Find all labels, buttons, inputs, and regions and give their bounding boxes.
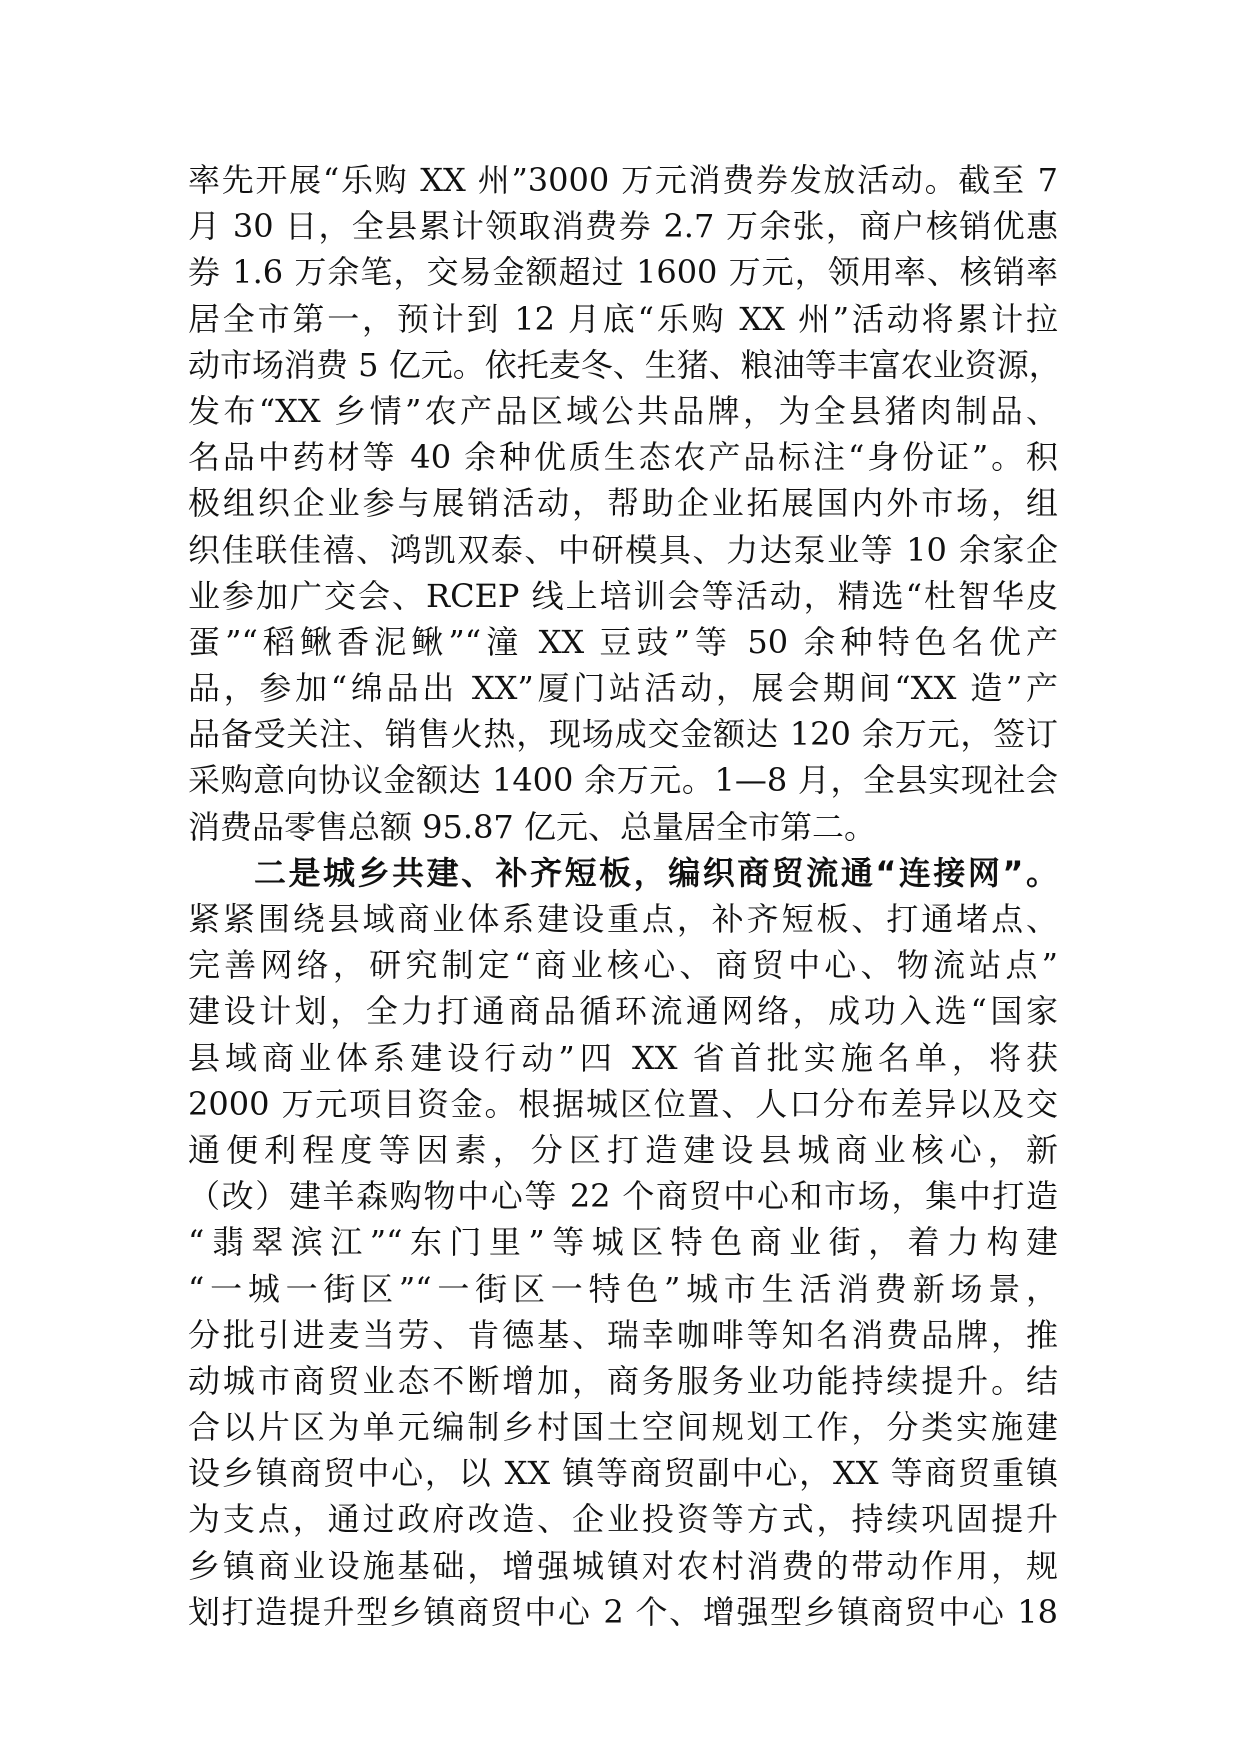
text-line: 乡镇商业设施基础，增强城镇对农村消费的带动作用，规 (188, 1546, 1058, 1585)
text-line: 动城市商贸业态不断增加，商务服务业功能持续提升。结 (188, 1361, 1058, 1400)
text-line: 采购意向协议金额达 1400 余万元。1—8 月，全县实现社会 (188, 761, 1058, 800)
document-body (188, 157, 1061, 1635)
text-line: 极组织企业参与展销活动，帮助企业拓展国内外市场，组 (188, 484, 1058, 523)
text-line: 发布“XX 乡情”农产品区域公共品牌，为全县猪肉制品、 (188, 391, 1058, 430)
text-line: 动市场消费 5 亿元。依托麦冬、生猪、粮油等丰富农业资源， (188, 345, 1061, 384)
text-line: 居全市第一，预计到 12 月底“乐购 XX 州”活动将累计拉 (188, 299, 1058, 338)
paragraph-1 (188, 157, 1061, 850)
text-line: 业参加广交会、RCEP 线上培训会等活动，精选“杜智华皮 (188, 576, 1058, 615)
section-heading: 二是城乡共建、补齐短板，编织商贸流通“连接网”。 (254, 853, 1058, 892)
text-line: 名品中药材等 40 余种优质生态农产品标注“身份证”。积 (188, 438, 1058, 477)
text-line: 为支点，通过政府改造、企业投资等方式，持续巩固提升 (188, 1500, 1058, 1539)
text-line: 合以片区为单元编制乡村国土空间规划工作，分类实施建 (188, 1408, 1058, 1447)
text-line: “一城一街区”“一街区一特色”城市生活消费新场景， (188, 1269, 1058, 1308)
text-line: 紧紧围绕县域商业体系建设重点，补齐短板、打通堵点、 (188, 900, 1058, 938)
text-line: 品，参加“绵品出 XX”厦门站活动，展会期间“XX 造”产 (188, 669, 1058, 708)
text-line: “翡翠滨江”“东门里”等城区特色商业街，着力构建 (188, 1223, 1058, 1262)
text-line: 蛋”“稻鳅香泥鳅”“潼 XX 豆豉”等 50 余种特色名优产 (188, 622, 1058, 661)
text-line: 消费品零售总额 95.87 亿元、总量居全市第二。 (188, 807, 876, 846)
text-line: 划打造提升型乡镇商贸中心 2 个、增强型乡镇商贸中心 18 (188, 1592, 1058, 1631)
text-line: 品备受关注、销售火热，现场成交金额达 120 余万元，签订 (188, 715, 1058, 754)
text-line: 设乡镇商贸中心，以 XX 镇等商贸副中心，XX 等商贸重镇 (188, 1454, 1058, 1493)
text-line: 县域商业体系建设行动”四 XX 省首批实施名单，将获 (188, 1038, 1058, 1077)
text-line: 建设计划，全力打通商品循环流通网络，成功入选“国家 (188, 992, 1058, 1031)
text-line: 分批引进麦当劳、肯德基、瑞幸咖啡等知名消费品牌，推 (188, 1315, 1058, 1354)
text-line: 2000 万元项目资金。根据城区位置、人口分布差异以及交 (188, 1084, 1058, 1123)
text-line: 织佳联佳禧、鸿凯双泰、中研模具、力达泵业等 10 余家企 (188, 530, 1058, 569)
text-line: 完善网络，研究制定“商业核心、商贸中心、物流站点” (188, 946, 1058, 985)
text-line: 券 1.6 万余笔，交易金额超过 1600 万元，领用率、核销率 (188, 253, 1058, 292)
text-line: 月 30 日，全县累计领取消费券 2.7 万余张，商户核销优惠 (188, 207, 1058, 246)
text-line: 通便利程度等因素，分区打造建设县城商业核心，新 (188, 1130, 1058, 1169)
paragraph-2 (188, 850, 1058, 1635)
text-line: （改）建羊森购物中心等 22 个商贸中心和市场，集中打造 (188, 1177, 1058, 1216)
text-line: 率先开展“乐购 XX 州”3000 万元消费券发放活动。截至 7 (188, 161, 1058, 199)
